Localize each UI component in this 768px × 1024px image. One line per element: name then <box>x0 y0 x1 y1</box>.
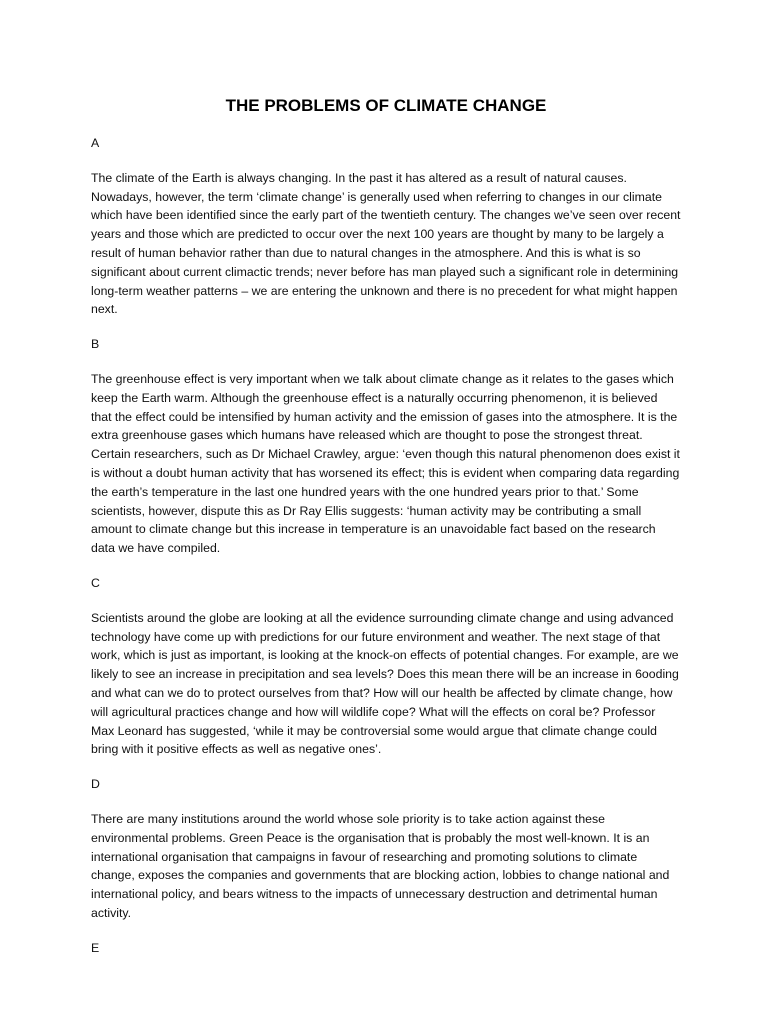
document-page <box>91 94 681 973</box>
section-d <box>91 775 681 923</box>
section-label-c: C <box>91 575 100 590</box>
section-text-b: The greenhouse effect is very important when we talk about climate change as it relates to the gases which keep the Earth warm. Although the greenhouse effect is a naturally occurring phenomenon, it is believed that the effect could be intensified by human activity and the emission of gases into the atmosphere. It is the extra greenhouse gases which humans have released which are thought to pose the strongest threat. Certain researchers, such as Dr Michael Crawley, argue: ‘even though this natural phenomenon does exist it is without a doubt human activity that has worsened its effect; this is evident when comparing data regarding the earth’s temperature in the last one hundred years with the one hundred years prior to that.’ Some scientists, however, dispute this as Dr Ray Ellis suggests: ‘human activity may be contributing a small amount to climate change but this increase in temperature is an unavoidable fact based on the research data we have compiled. <box>91 371 680 556</box>
section-label-e: E <box>91 940 100 955</box>
section-label-b: B <box>91 337 100 352</box>
section-text-c: Scientists around the globe are looking at all the evidence surrounding climate change and using advanced technology have come up with predictions for our future environment and weather. The next stage of that work, which is just as important, is looking at the knock-on effects of potential changes. For example, are we likely to see an increase in precipitation and sea levels? Does this mean there will be an increase in 6ooding and what can we do to protect ourselves from that? How will our health be affected by climate change, how will agricultural practices change and how will wildlife cope? What will the effects on coral be? Professor Max Leonard has suggested, ‘while it may be controversial some would argue that climate change could bring with it positive effects as well as negative ones’. <box>91 610 679 757</box>
section-a <box>91 134 681 319</box>
section-e <box>91 939 681 958</box>
section-text-a: The climate of the Earth is always changing. In the past it has altered as a result of natural causes. Nowadays, however, the term ‘climate change’ is generally used when referring to changes in our climate which have been identified since the early part of the twentieth century. The changes we’ve seen over recent years and those which are predicted to occur over the next 100 years are thought by many to be largely a result of human behavior rather than due to natural changes in the atmosphere. And this is what is so significant about current climactic trends; never before has man played such a significant role in determining long-term weather patterns – we are entering the unknown and there is no precedent for what might happen next. <box>91 170 681 317</box>
section-b <box>91 335 681 558</box>
section-text-d: There are many institutions around the world whose sole priority is to take action against these environmental problems. Green Peace is the organisation that is probably the most well-known. It is an international organisation that campaigns in favour of researching and promoting solutions to climate change, exposes the companies and governments that are blocking action, lobbies to change national and international policy, and bears witness to the impacts of unnecessary destruction and detrimental human activity. <box>91 811 670 920</box>
document-title: THE PROBLEMS OF CLIMATE CHANGE <box>225 96 547 115</box>
section-label-d: D <box>91 777 100 792</box>
section-label-a: A <box>91 136 100 150</box>
section-c <box>91 574 681 759</box>
